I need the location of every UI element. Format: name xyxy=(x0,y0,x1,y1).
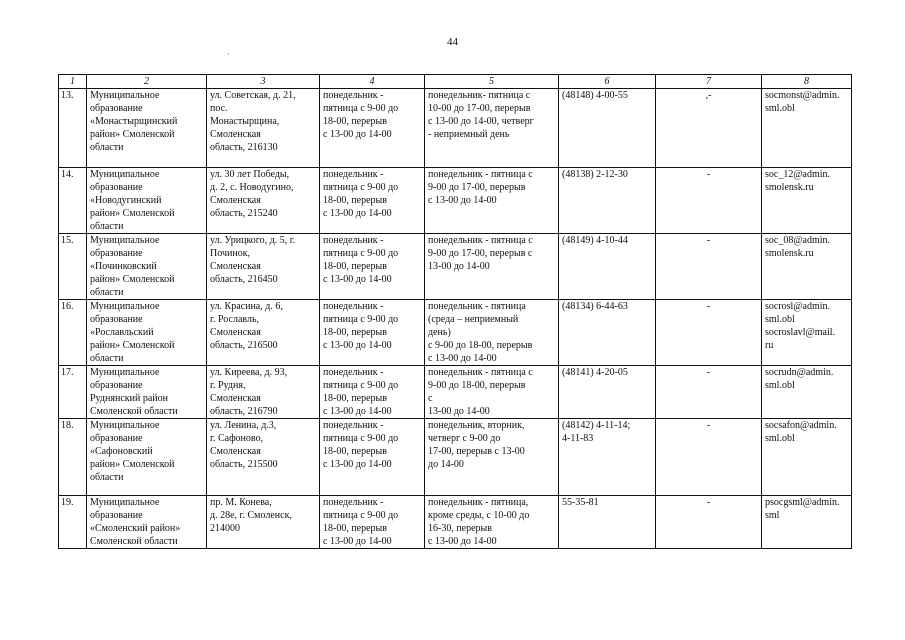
phone: (48148) 4-00-55 xyxy=(559,89,656,168)
reception-hours: понедельник - пятница, кроме среды, с 10-00 до 16-30, перерыв с 13-00 до 14-00 xyxy=(425,496,559,549)
phone: (48141) 4-20-05 xyxy=(559,366,656,419)
column-7-value: - xyxy=(656,300,762,366)
reception-hours: понедельник - пятница с 9-00 до 17-00, перерыв с 13-00 до 14-00 xyxy=(425,234,559,300)
page-number: 44 xyxy=(447,36,458,48)
working-hours: понедельник - пятница с 9-00 до 18-00, перерыв с 13-00 до 14-00 xyxy=(320,89,425,168)
phone: (48138) 2-12-30 xyxy=(559,168,656,234)
row-number: 16. xyxy=(59,300,87,366)
address: ул. Советская, д. 21, пос. Монастырщина, Смоленская область, 216130 xyxy=(207,89,320,168)
row-number: 19. xyxy=(59,496,87,549)
email: soc_08@admin. smolensk.ru xyxy=(762,234,852,300)
address: ул. Красина, д. 6, г. Рославль, Смоленская область, 216500 xyxy=(207,300,320,366)
column-header: 3 xyxy=(207,75,320,89)
column-header: 7 xyxy=(656,75,762,89)
column-header: 2 xyxy=(87,75,207,89)
reception-hours: понедельник - пятница (среда – неприемный день) с 9-00 до 18-00, перерыв с 13-00 до 14-00 xyxy=(425,300,559,366)
reception-hours: понедельник - пятница с 9-00 до 18-00, перерыв с 13-00 до 14-00 xyxy=(425,366,559,419)
phone: (48142) 4-11-14; 4-11-83 xyxy=(559,419,656,496)
scan-mark: ' xyxy=(228,52,230,60)
organization-name: Муниципальное образование «Новодугинский район» Смоленской области xyxy=(87,168,207,234)
column-number-row xyxy=(59,75,852,89)
email: soc_12@admin. smolensk.ru xyxy=(762,168,852,234)
address: ул. Киреева, д. 93, г. Рудня, Смоленская область, 216790 xyxy=(207,366,320,419)
table-row xyxy=(59,234,852,300)
organization-name: Муниципальное образование Руднянский район Смоленской области xyxy=(87,366,207,419)
column-7-value: - xyxy=(656,366,762,419)
table-row xyxy=(59,168,852,234)
organization-name: Муниципальное образование «Сафоновский район» Смоленской области xyxy=(87,419,207,496)
column-header: 6 xyxy=(559,75,656,89)
organization-name: Муниципальное образование «Починковский район» Смоленской области xyxy=(87,234,207,300)
organization-name: Муниципальное образование «Рославльский район» Смоленской области xyxy=(87,300,207,366)
column-header: 1 xyxy=(59,75,87,89)
address: пр. М. Конева, д. 28е, г. Смоленск, 214000 xyxy=(207,496,320,549)
column-7-value: ,- xyxy=(656,89,762,168)
column-7-value: - xyxy=(656,419,762,496)
column-7-value: - xyxy=(656,234,762,300)
working-hours: понедельник - пятница с 9-00 до 18-00, перерыв с 13-00 до 14-00 xyxy=(320,168,425,234)
contacts-table xyxy=(58,74,852,549)
email: psocgsml@admin. sml xyxy=(762,496,852,549)
row-number: 18. xyxy=(59,419,87,496)
column-7-value: - xyxy=(656,168,762,234)
organization-name: Муниципальное образование «Монастырщинский район» Смоленской области xyxy=(87,89,207,168)
working-hours: понедельник - пятница с 9-00 до 18-00, перерыв с 13-00 до 14-00 xyxy=(320,366,425,419)
column-header: 4 xyxy=(320,75,425,89)
working-hours: понедельник - пятница с 9-00 до 18-00, перерыв с 13-00 до 14-00 xyxy=(320,419,425,496)
working-hours: понедельник - пятница с 9-00 до 18-00, перерыв с 13-00 до 14-00 xyxy=(320,234,425,300)
address: ул. Ленина, д.3, г. Сафоново, Смоленская область, 215500 xyxy=(207,419,320,496)
column-header: 8 xyxy=(762,75,852,89)
table-row xyxy=(59,496,852,549)
reception-hours: понедельник - пятница с 9-00 до 17-00, перерыв с 13-00 до 14-00 xyxy=(425,168,559,234)
phone: 55-35-81 xyxy=(559,496,656,549)
email: socrosl@admin. sml.obl socroslavl@mail. ru xyxy=(762,300,852,366)
organization-name: Муниципальное образование «Смоленский район» Смоленской области xyxy=(87,496,207,549)
email: socmonst@admin. sml.obl xyxy=(762,89,852,168)
email: socrudn@admin. sml.obl xyxy=(762,366,852,419)
working-hours: понедельник - пятница с 9-00 до 18-00, перерыв с 13-00 до 14-00 xyxy=(320,496,425,549)
table-row xyxy=(59,89,852,168)
reception-hours: понедельник- пятница с 10-00 до 17-00, перерыв с 13-00 до 14-00, четверг - неприемный день xyxy=(425,89,559,168)
phone: (48149) 4-10-44 xyxy=(559,234,656,300)
table-row xyxy=(59,419,852,496)
row-number: 15. xyxy=(59,234,87,300)
column-7-value: - xyxy=(656,496,762,549)
address: ул. Урицкого, д. 5, г. Починок, Смоленская область, 216450 xyxy=(207,234,320,300)
working-hours: понедельник - пятница с 9-00 до 18-00, перерыв с 13-00 до 14-00 xyxy=(320,300,425,366)
row-number: 13. xyxy=(59,89,87,168)
email: socsafon@admin. sml.obl xyxy=(762,419,852,496)
address: ул. 30 лет Победы, д. 2, с. Новодугино, Смоленская область, 215240 xyxy=(207,168,320,234)
column-header: 5 xyxy=(425,75,559,89)
table-row xyxy=(59,300,852,366)
row-number: 14. xyxy=(59,168,87,234)
phone: (48134) 6-44-63 xyxy=(559,300,656,366)
reception-hours: понедельник, вторник, четверг с 9-00 до 17-00, перерыв с 13-00 до 14-00 xyxy=(425,419,559,496)
table-row xyxy=(59,366,852,419)
row-number: 17. xyxy=(59,366,87,419)
